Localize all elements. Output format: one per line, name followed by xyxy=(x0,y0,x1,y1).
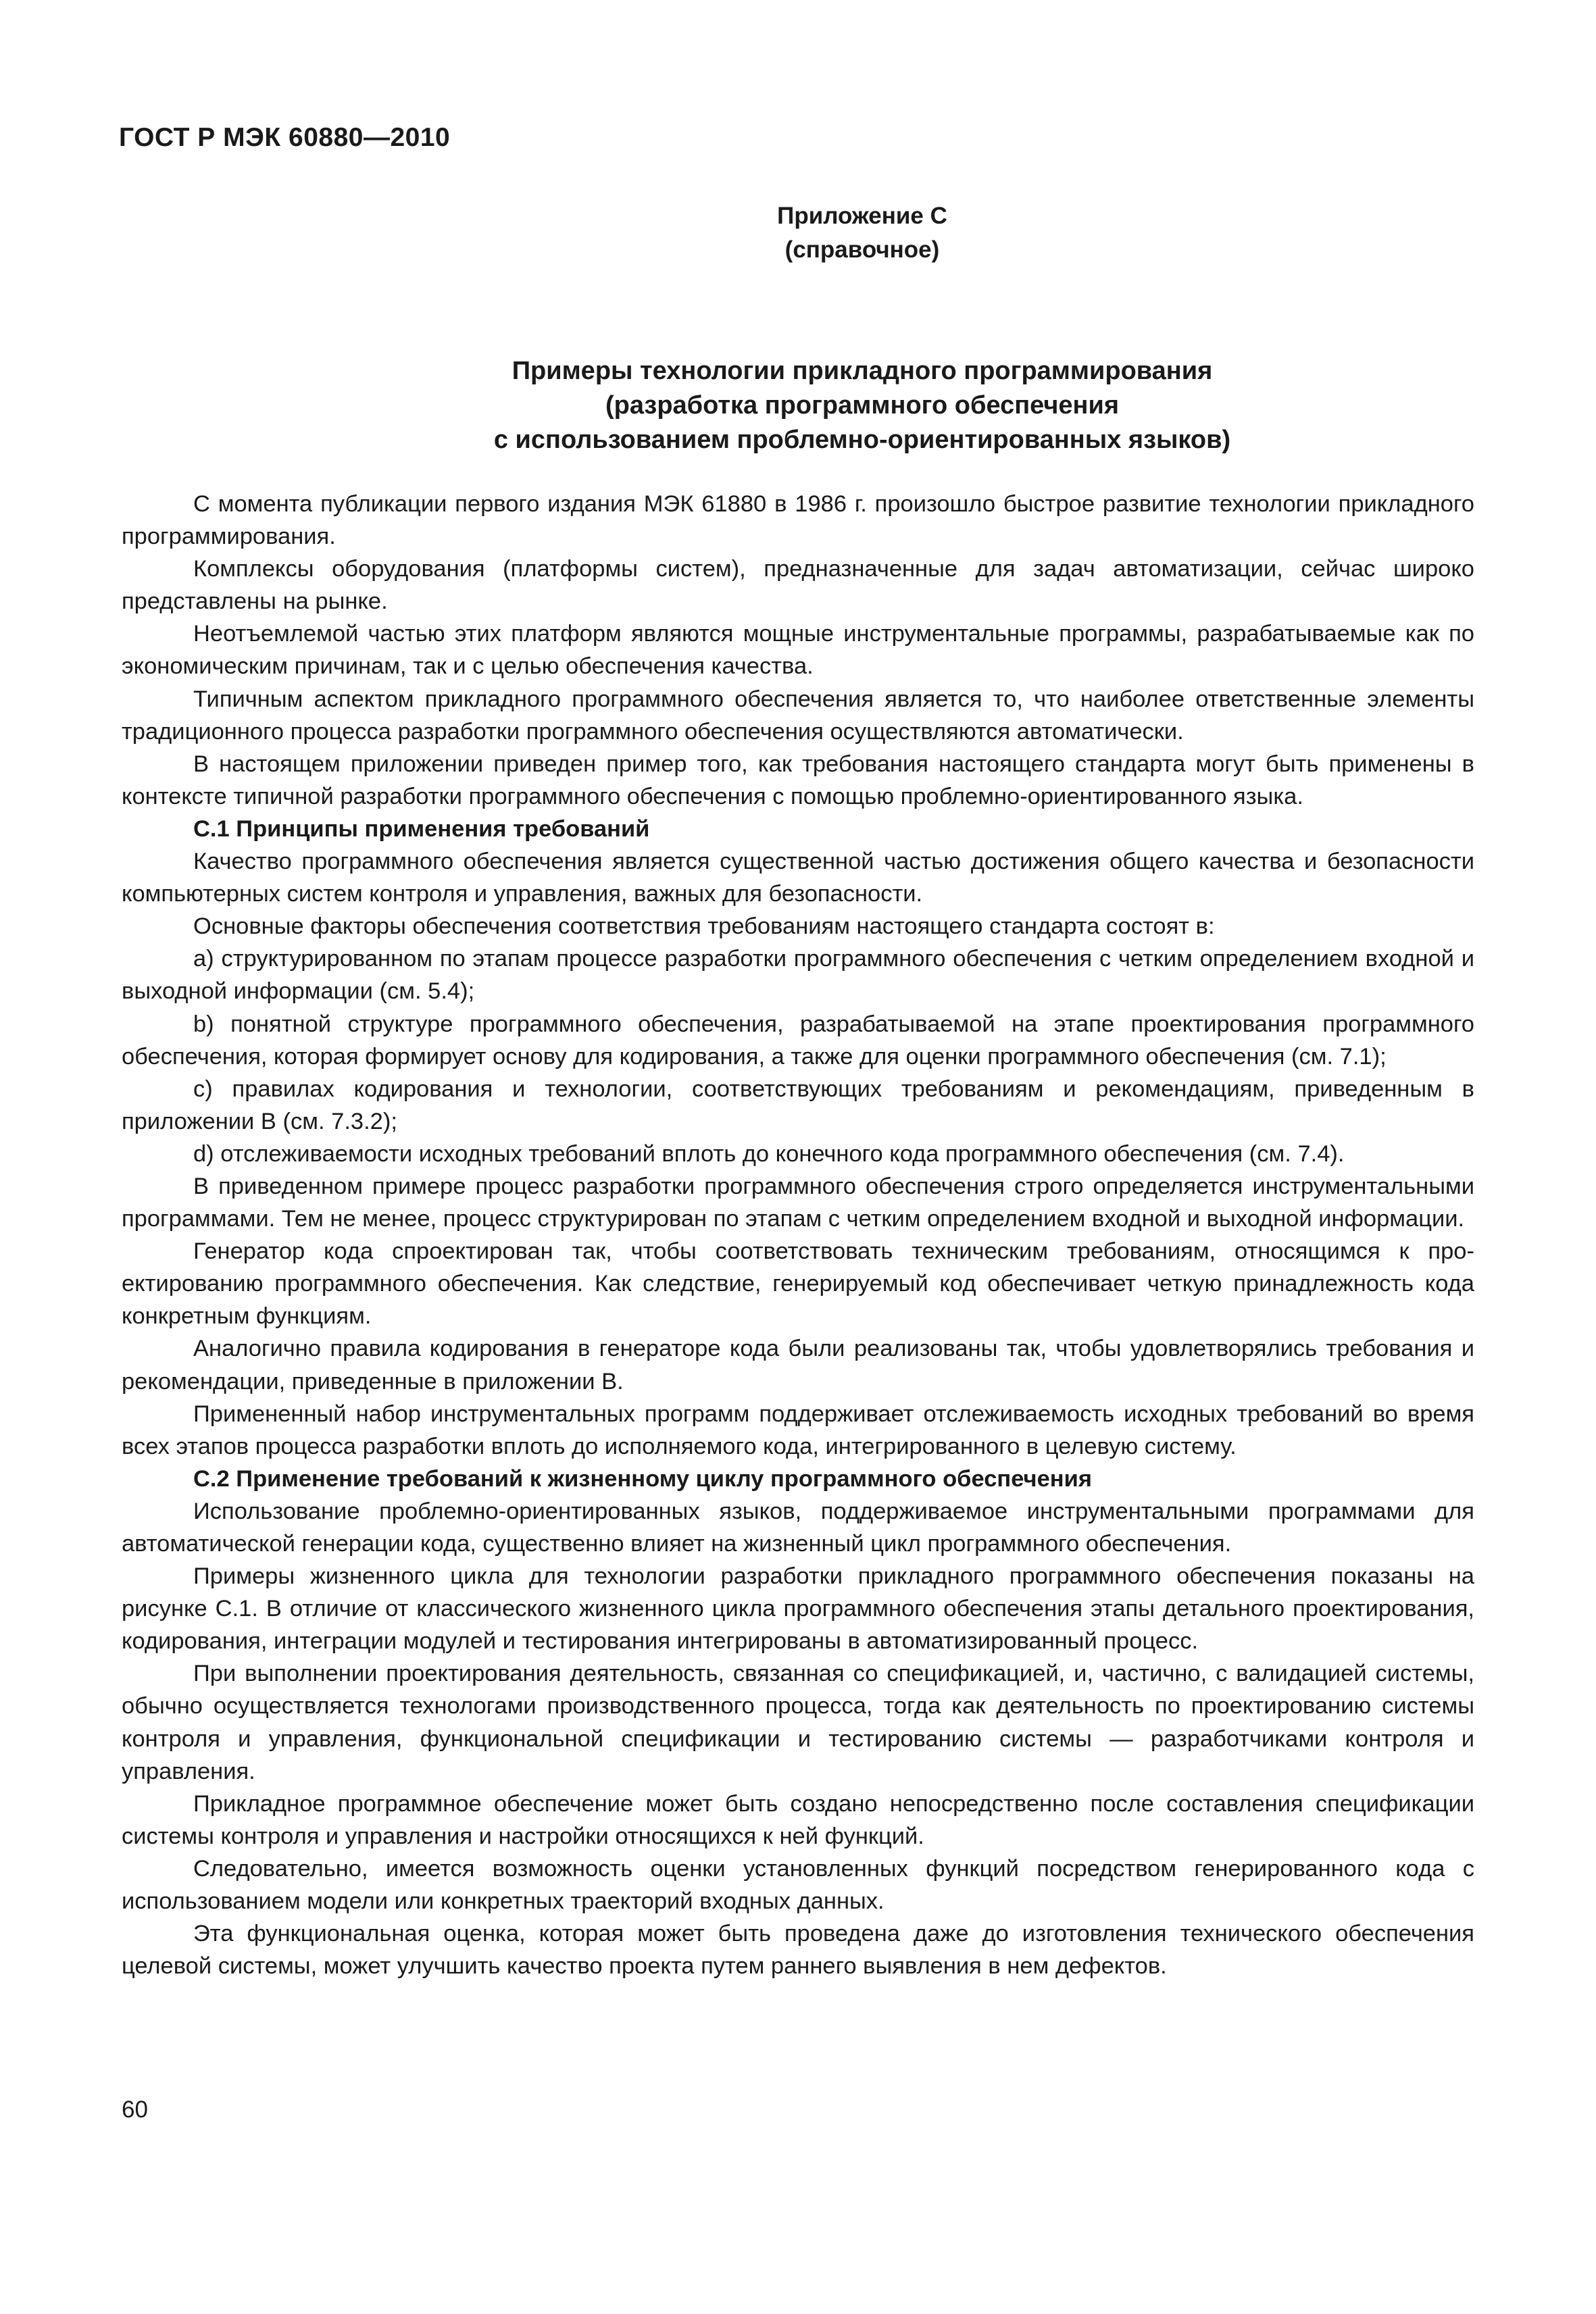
paragraph: Генератор кода спроектирован так, чтобы соответствовать техническим требованиям, относящимся к проектированию программного обеспечения. Как следствие, генерируемый код обеспечивает четкую принадлежность кода конкретным функциям. xyxy=(122,1238,1474,1330)
paragraph: Прикладное программное обеспечение может быть создано непосредственно после составления спецификации системы контроля и управления и настройки относящихся к ней функций. xyxy=(122,1790,1474,1849)
appendix-type: (справочное) xyxy=(784,236,940,263)
paragraph: Аналогично правила кодирования в генераторе кода были реализованы так, чтобы удовлетворялись требования и рекомендации, приведенные в приложении В. xyxy=(122,1336,1474,1394)
list-item: c) правилах кодирования и технологии, соответствующих требованиям и рекомендациям, приведенным в приложении В (см. 7.3.2); xyxy=(122,1076,1474,1134)
appendix-heading xyxy=(0,199,1596,267)
paragraph: Типичным аспектом прикладного программного обеспечения является то, что наиболее ответственные элементы традиционного процесса разработки программного обеспечения осуществляются автоматически. xyxy=(122,686,1474,745)
title-line: с использованием проблемно-ориентированных языков) xyxy=(493,426,1231,454)
paragraph: С момента публикации первого издания МЭК 61880 в 1986 г. произошло быстрое развитие технологии прикладного программирования. xyxy=(122,491,1474,550)
standard-header: ГОСТ Р МЭК 60880—2010 xyxy=(119,123,451,152)
paragraph: Использование проблемно-ориентированных языков, поддерживаемое инструментальными программами для автоматической генерации кода, существенно влияет на жизненный цикл программного обеспечения. xyxy=(122,1498,1474,1557)
paragraph: В приведенном примере процесс разработки программного обеспечения строго определяется инструментальными программами. Тем не менее, процесс структурирован по этапам с четким определением входной и выходной информации. xyxy=(122,1173,1474,1232)
paragraph: Неотъемлемой частью этих платформ являются мощные инструментальные программы, разрабатываемые как по экономическим причинам, так и с целью обеспечения качества. xyxy=(122,621,1474,680)
body-text xyxy=(122,488,1474,1982)
document-title xyxy=(0,354,1596,457)
title-line: Примеры технологии прикладного программирования xyxy=(512,357,1213,385)
paragraph: При выполнении проектирования деятельность, связанная со спецификацией, и, частично, с валидацией системы, обычно осуществляется технологами производственного процесса, тогда как деятельность по проектированию системы контроля и управления, функциональной спецификации и тестированию системы — разработчиками контроля и управления. xyxy=(122,1661,1474,1784)
paragraph: Эта функциональная оценка, которая может быть проведена даже до изготовления технического обеспечения целевой системы, может улучшить качество проекта путем раннего выявления в нем дефектов. xyxy=(122,1921,1474,1980)
appendix-label: Приложение С xyxy=(777,203,947,229)
paragraph: Комплексы оборудования (платформы систем), предназначенные для задач автоматизации, сейчас широко представлены на рынке. xyxy=(122,556,1474,615)
paragraph: В настоящем приложении приведен пример того, как требования настоящего стандарта могут быть применены в контексте типичной разработки программного обеспечения с помощью проблемно-ориентированного языка. xyxy=(122,751,1474,809)
paragraph: Примененный набор инструментальных программ поддерживает отслеживаемость исходных требований во время всех этапов процесса разработки вплоть до исполняемого кода, интегрированного в целевую систему. xyxy=(122,1401,1474,1459)
section-heading-c1: С.1 Принципы применения требований xyxy=(193,815,650,842)
title-line: (разработка программного обеспечения xyxy=(605,391,1120,420)
paragraph: Основные факторы обеспечения соответствия требованиям настоящего стандарта состоят в: xyxy=(193,913,1215,940)
list-item: d) отслеживаемости исходных требований вплоть до конечного кода программного обеспечения (см. 7.4). xyxy=(193,1140,1345,1167)
paragraph: Следовательно, имеется возможность оценки установленных функций посредством генерированного кода с использованием модели или конкретных траекторий входных данных. xyxy=(122,1855,1474,1915)
section-heading-c2: С.2 Применение требований к жизненному циклу программного обеспечения xyxy=(193,1465,1092,1492)
list-item: b) понятной структуре программного обеспечения, разрабатываемой на этапе проектирования программного обеспечения, которая формирует основу для кодирования, а также для оценки программного обеспечения (см. 7.1); xyxy=(122,1011,1474,1070)
paragraph: Примеры жизненного цикла для технологии разработки прикладного программного обеспечения показаны на рисунке С.1. В отличие от классического жизненного цикла программного обеспечения этапы детального проектирования, кодирования, интеграции модулей и тестирования интегрированы в автоматизированный процесс. xyxy=(122,1563,1474,1655)
page-number: 60 xyxy=(122,2096,148,2123)
list-item: a) структурированном по этапам процессе разработки программного обеспечения с четким определением входной и выходной информации (см. 5.4); xyxy=(122,946,1474,1005)
paragraph: Качество программного обеспечения является существенной частью достижения общего качества и безопасности компьютерных систем контроля и управления, важных для безопасности. xyxy=(122,849,1474,907)
